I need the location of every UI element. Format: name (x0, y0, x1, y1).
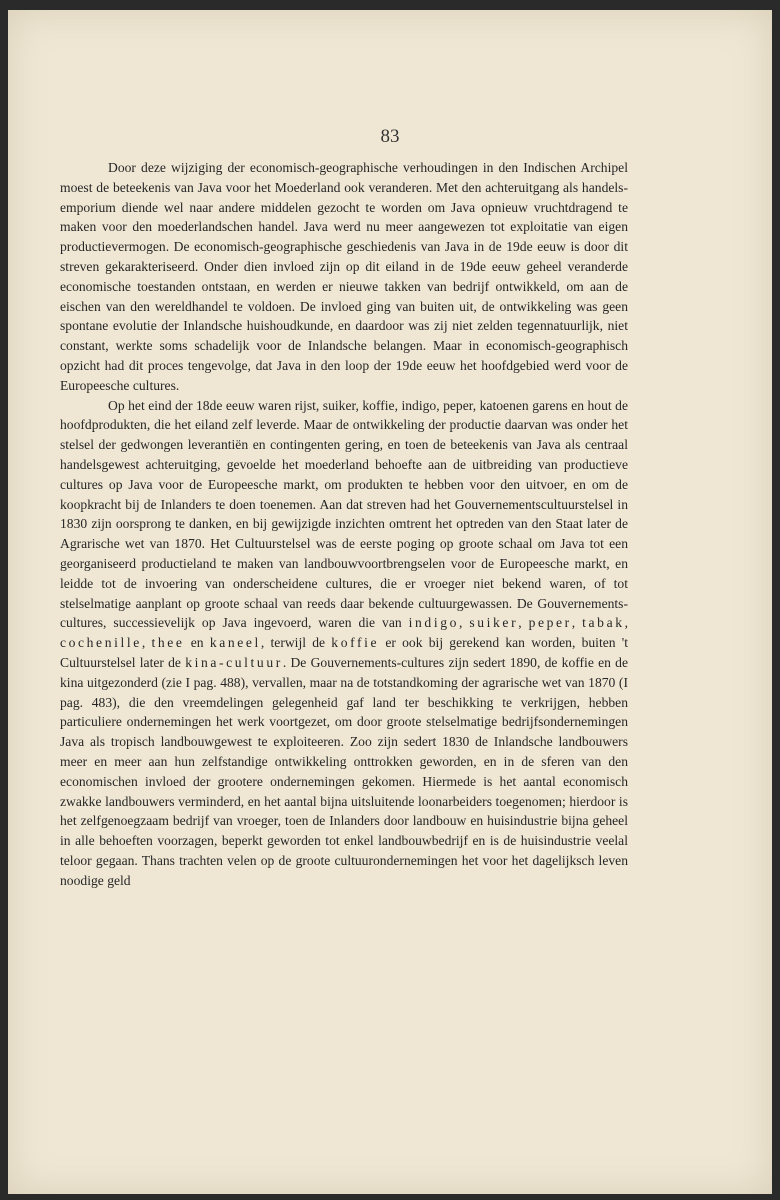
separator: , (518, 615, 529, 631)
body-text (60, 158, 628, 890)
separator: en (184, 635, 210, 651)
separator: , (624, 615, 629, 631)
paragraph-2-part-2: , terwijl de (260, 635, 326, 651)
page-number: 83 (380, 126, 400, 147)
spaced-word-kina-cultuur: kina-cultuur (185, 654, 283, 670)
spaced-word-suiker: suiker (469, 615, 519, 631)
spaced-word-koffie: koffie (331, 635, 380, 651)
book-page (8, 10, 772, 1194)
spaced-word-cochenille: cochenille (60, 635, 142, 651)
spaced-word-thee: thee (151, 635, 185, 651)
paragraph-2-part-3: er ook bij gerekend kan worden, buiten 't Cultuurstelsel later de (60, 635, 629, 670)
paragraph-2 (60, 396, 628, 891)
separator: , (141, 635, 152, 651)
paragraph-2-part-4: . De Gouvernements-cultures zijn sedert 1890, de koffie en de kina uitgezonderd (zie I pag. 488), vervallen, maar na de totstandkoming der agrarische wet van 1870 (I pag. 483), die den vreemdelingen gelegenheid gaf land ter beschikking te verkrijgen, hebben particuliere ondernemingen het werk voortgezet, om door groote stelselmatige bedrijfsondernemingen Java als tropisch landbouwgewest te exploiteeren. Zoo zijn sedert 1830 de Inlandsche landbouwers meer en meer aan hun zelfstandige ontwikkeling onttrokken geworden, en in de sferen van den economischen invloed der grootere ondernemingen gekomen. Hiermede is het aantal economisch zwakke landbouwers verminderd, en het aantal bijna uitsluitende loonarbeiders toegenomen; hierdoor is het zelfgenoegzaam bedrijf van vroeger, toen de Inlanders door landbouw en huisindustrie bijna geheel in alle behoeften voorzagen, beperkt geworden tot enkel landbouwbedrijf en is de huisindustrie veelal teloor gegaan. Thans trachten velen op de groote cultuurondernemingen het voor het dagelijksch leven noodige geld (60, 654, 628, 888)
paragraph-1: Door deze wijziging der economisch-geographische verhoudingen in den Indischen Archipel moest de beteekenis van Java voor het Moederland ook veranderen. Met den achteruitgang als handels-emporium diende wel naar andere middelen gezocht te worden om Java opnieuw vruchtdragend te maken voor den moederlandschen handel. Java werd nu meer aangewezen tot exploitatie van eigen productievermogen. De economisch-geographische geschiedenis van Java in de 19de eeuw is door dit streven gekarakteriseerd. Onder dien invloed zijn op dit eiland in de 19de eeuw geheel veranderde economische toestanden ontstaan, en werden er nieuwe takken van bedrijf ontwikkeld, om aan de eischen van den wereldhandel te voldoen. De invloed ging van buiten uit, de ontwikkeling was geen spontane evolutie der Inlandsche huishoudkunde, en daardoor was zij niet zelden tegennatuurlijk, niet constant, werkte soms schadelijk voor de Inlandsche belangen. Maar in economisch-geographisch opzicht had dit proces tengevolge, dat Java in den loop der 19de eeuw het hoofdgebied werd voor de Europeesche cultures. (60, 160, 628, 393)
separator: , (459, 615, 470, 631)
separator: , (571, 615, 583, 631)
spaced-word-kaneel: kaneel (209, 635, 261, 651)
spaced-word-tabak: tabak (582, 615, 625, 631)
paragraph-2-part-1: Op het eind der 18de eeuw waren rijst, suiker, koffie, indigo, peper, katoenen garens en hout de hoofdprodukten, die het eiland zelf leverde. Maar de ontwikkeling der productie daarvan was onder het stelsel der gedwongen leverantiën en contingenten gering, en toen de beteekenis van Java als centraal handelsgewest achteruitging, gevoelde het moederland behoefte aan de uitbreiding van productieve cultures op Java voor de Europeesche markt, om produkten te hebben voor den uitvoer, en om de koopkracht bij de Inlanders te doen toenemen. Aan dat streven had het Gouvernementscultuurstelsel in 1830 zijn oorsprong te danken, en bij gewijzigde inzichten omtrent het optreden van den Staat later de Agrarische wet van 1870. Het Cultuurstelsel was de eerste poging op groote schaal om Java tot een georganiseerd productieland te maken van landbouwvoortbrengselen voor de Europeesche markt, en leidde tot de invoering van onderscheidene cultures, die er vroeger niet bekend waren, of tot stelselmatige aanplant op groote schaal van reeds daar bekende cultuurgewassen. De Gouvernements-cultures, successievelijk op Java ingevoerd, waren die van (60, 397, 628, 631)
spaced-word-peper: peper (528, 615, 572, 631)
spaced-word-indigo: indigo (408, 615, 459, 631)
